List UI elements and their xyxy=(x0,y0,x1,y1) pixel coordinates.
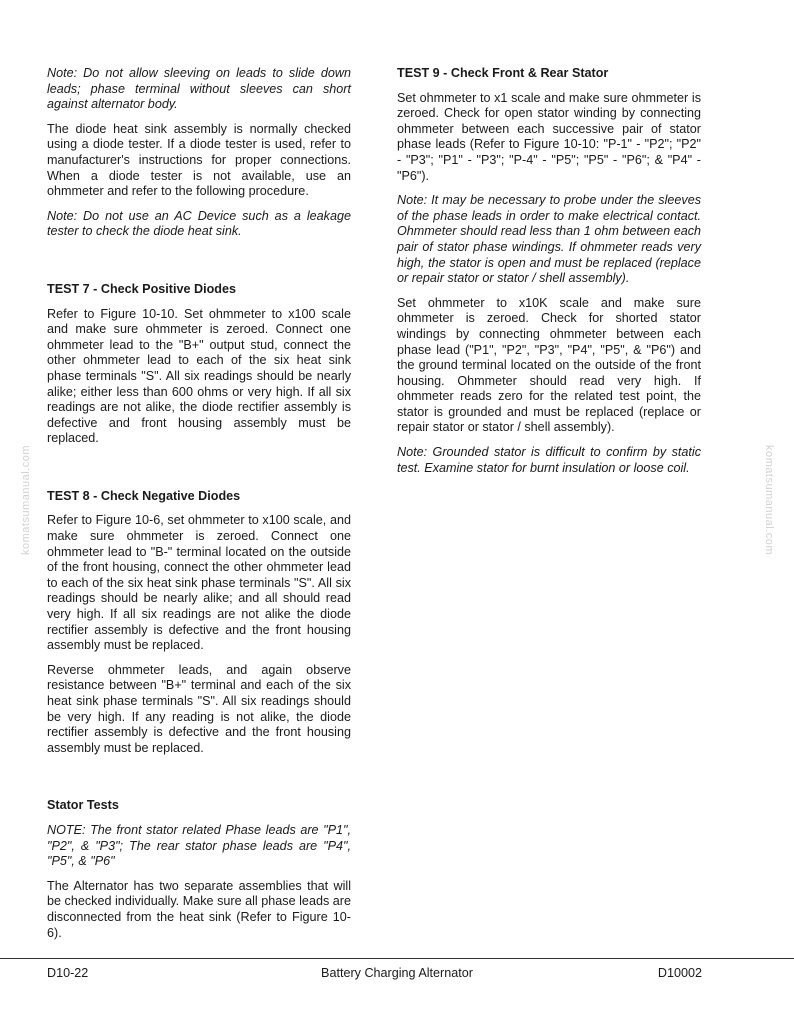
footer-divider xyxy=(0,958,794,959)
test7-paragraph: Refer to Figure 10-10. Set ohmmeter to x100 scale and make sure ohmmeter is zeroed. Connect one ohmmeter lead to the "B+" output stud, connect the other ohmmeter lead to each of the six heat sink phase terminals "S". All six readings should be nearly alike; either less than 600 ohms or very high. If all six readings are not alike, the diode rectifier assembly is defective and front housing assembly must be replaced. xyxy=(47,306,351,446)
test7-heading: TEST 7 - Check Positive Diodes xyxy=(47,281,236,296)
test9-heading: TEST 9 - Check Front & Rear Stator xyxy=(397,66,609,80)
stator-phase-note: NOTE: The front stator related Phase leads are "P1", "P2", & "P3"; The rear stator phase leads are "P4", "P5", & "P6" xyxy=(47,822,351,869)
ac-device-note: Note: Do not use an AC Device such as a leakage tester to check the diode heat sink. xyxy=(47,208,351,239)
test9-paragraph-1: Set ohmmeter to x1 scale and make sure ohmmeter is zeroed. Check for open stator winding by connecting ohmmeter between each successive pair of stator phase leads (Refer to Figure 10-10: "P-1" - "P2"; "P2" - "P3"; "P1" - "P3"; "P-4" - "P5"; "P5" - "P6"; & "P4" - "P6"). xyxy=(397,90,701,183)
test8-heading: TEST 8 - Check Negative Diodes xyxy=(47,488,241,503)
grounded-stator-note: Note: Grounded stator is difficult to confirm by static test. Examine stator for burnt insulation or loose coil. xyxy=(397,445,701,475)
sleeving-note: Note: Do not allow sleeving on leads to slide down leads; phase terminal without sleeves can short against alternator body. xyxy=(47,66,351,112)
test9-paragraph-2: Set ohmmeter to x10K scale and make sure ohmmeter is zeroed. Check for shorted stator windings by connecting ohmmeter between each phase lead ("P1", "P2", "P3", "P4", "P5", & "P6") and the ground terminal located on the outside of the front housing. Ohmmeter should read very high. If ohmmeter reads zero for the related test point, the stator is grounded and must be replaced (replace or repair stator or stator / shell assembly). xyxy=(397,295,701,435)
stator-tests-heading: Stator Tests xyxy=(47,798,119,813)
diode-intro-paragraph: The diode heat sink assembly is normally checked using a diode tester. If a diode tester is used, refer to manufacturer's instructions for proper connections. When a diode tester is not available, use an ohmmeter and refer to the following procedure. xyxy=(47,121,351,199)
left-column xyxy=(47,66,351,950)
right-column xyxy=(397,66,701,485)
watermark-right: komatsumanual.com xyxy=(763,445,775,555)
test8-paragraph-1: Refer to Figure 10-6, set ohmmeter to x100 scale, and make sure ohmmeter is zeroed. Connect one ohmmeter lead to "B-" terminal located on the outside of the front housing, connect the other ohmmeter lead to each of the six heat sink phase terminals "S". All six readings should be nearly alike; and all should read very high. If all six readings are not alike the diode rectifier assembly is defective and the front housing assembly must be replaced. xyxy=(47,513,351,653)
footer-doc-number: D10002 xyxy=(657,966,702,980)
stator-paragraph: The Alternator has two separate assemblies that will be checked individually. Make sure all phase leads are disconnected from the heat sink (Refer to Figure 10-6). xyxy=(47,878,351,940)
footer-title: Battery Charging Alternator xyxy=(321,966,473,980)
watermark-left: komatsumanual.com xyxy=(20,445,32,555)
test9-probe-note: Note: It may be necessary to probe under the sleeves of the phase leads in order to make electrical contact. Ohmmeter should read less than 1 ohm between each pair of stator phase windings. If ohmmeter reads very high, the stator is open and must be replaced (replace or repair stator or stator / shell assembly). xyxy=(397,193,701,286)
footer-page-number: D10-22 xyxy=(47,966,89,980)
test8-paragraph-2: Reverse ohmmeter leads, and again observe resistance between "B+" terminal and each of the six heat sink phase terminals "S". All six readings should be very high. If any reading is not alike, the diode rectifier assembly is defective and the front housing assembly must be replaced. xyxy=(47,662,351,755)
